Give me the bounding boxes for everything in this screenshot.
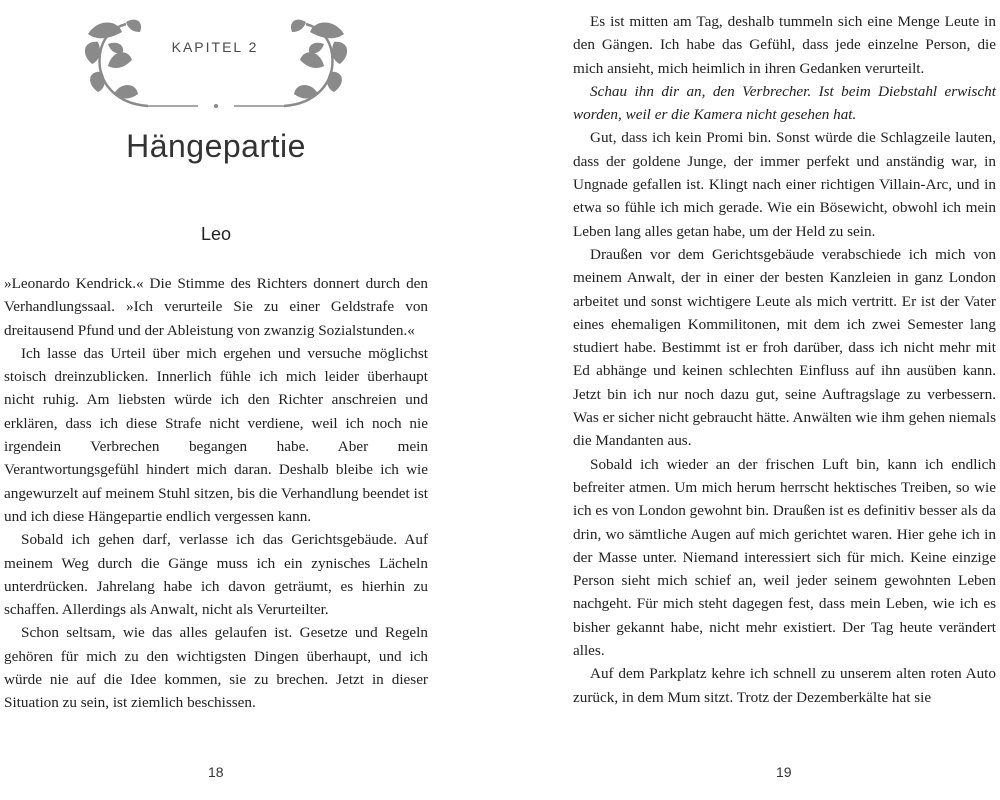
italic-paragraph: Schau ihn dir an, den Verbrecher. Ist beim Diebstahl erwischt worden, weil er die Kamera nicht gesehen hat. <box>573 82 996 124</box>
right-page <box>500 0 1000 800</box>
paragraph: Draußen vor dem Gerichtsgebäude verabschiede ich mich von meinem Anwalt, der in einer der besten Kanzleien in ganz London arbeitet und sonst wichtigere Leute als mich vertritt. Er ist der Vater eines ehemaligen Kommilitonen, mit dem ich zwei Semester lang studiert habe. Bestimmt ist er froh darüber, dass ich nicht mehr mit Ed abhänge und keinen schlechten Einfluss auf ihn ausüben kann. Jetzt bin ich nur noch dazu gut, seine Auftragslage zu verbessern. Was er sicher nicht gebraucht hätte. Anwälten wie ihm gehen niemals die Mandanten aus. <box>573 245 996 450</box>
floral-ornament-icon <box>78 14 354 114</box>
paragraph: Sobald ich wieder an der frischen Luft bin, kann ich endlich befreiter atmen. Um mich herum herrscht hektisches Treiben, so wie ich es von London gewohnt bin. Draußen ist es definitiv besser als da drin, wo sämtliche Augen auf mich gerichtet waren. Hier gehe ich in der Masse unter. Niemand interessiert sich für mich. Keine einzige Person sieht mich schief an, weil jeder seinem gewohnten Leben nachgeht. Für mich steht dagegen fest, dass mein Leben, wie ich es bisher gekannt habe, nicht mehr existiert. Der Tag heute verändert alles. <box>573 455 996 660</box>
paragraph: Es ist mitten am Tag, deshalb tummeln sich eine Menge Leute in den Gängen. Ich habe das Gefühl, dass jede einzelne Person, die mich ansieht, mich heimlich in ihren Gedanken verurteilt. <box>573 13 996 77</box>
left-body-text <box>4 272 428 715</box>
paragraph: Schon seltsam, wie das alles gelaufen ist. Gesetze und Regeln gehören für mich zu den wichtigsten Dingen überhaupt, und ich würde nie auf die Idee kommen, sie zu brechen. Jetzt in dieser Situation zu sein, ist ziemlich beschissen. <box>4 624 428 712</box>
page-number: 18 <box>208 764 224 780</box>
paragraph: Auf dem Parkplatz kehre ich schnell zu unserem alten roten Auto zurück, in dem Mum sitzt. Trotz der Dezemberkälte hat sie <box>573 665 996 706</box>
right-body-text <box>573 10 996 709</box>
paragraph: Sobald ich gehen darf, verlasse ich das Gerichtsgebäude. Auf meinem Weg durch die Gänge muss ich ein zynisches Lächeln unterdrücken. Jahrelang habe ich davon geträumt, es hierhin zu schaffen. Allerdings als Anwalt, nicht als Verurteilter. <box>4 531 428 619</box>
page-number: 19 <box>776 764 792 780</box>
paragraph: »Leonardo Kendrick.« Die Stimme des Richters donnert durch den Verhandlungssaal. »Ich verurteile Sie zu einer Geldstrafe von dreitausend Pfund und der Ableistung von zwanzig Sozialstunden.« <box>4 275 428 339</box>
paragraph: Ich lasse das Urteil über mich ergehen und versuche möglichst stoisch dreinzublicken. Innerlich fühle ich mich leider überhaupt nicht ruhig. Am liebsten würde ich den Richter anschreien und erklären, dass ich diese Strafe nicht verdiene, weil ich noch nie irgendein Verbrechen begangen habe. Aber mein Verantwortungsgefühl hindert mich daran. Deshalb bleibe ich wie angewurzelt auf meinem Stuhl sitzen, bis die Verhandlung beendet ist und ich diese Hängepartie endlich vergessen kann. <box>4 344 428 525</box>
paragraph: Gut, dass ich kein Promi bin. Sonst würde die Schlagzeile lauten, dass der goldene Junge, der immer perfekt und anständig war, in Ungnade gefallen ist. Klingt nach einer richtigen Villain-Arc, und in etwa so fühle ich mich gerade. Wie ein Bösewicht, obwohl ich mein Leben lang alles getan habe, um der Held zu sein. <box>573 129 996 240</box>
pov-character-name: Leo <box>200 224 232 244</box>
chapter-label: KAPITEL 2 <box>171 39 259 55</box>
chapter-title: Hängepartie <box>126 128 306 164</box>
